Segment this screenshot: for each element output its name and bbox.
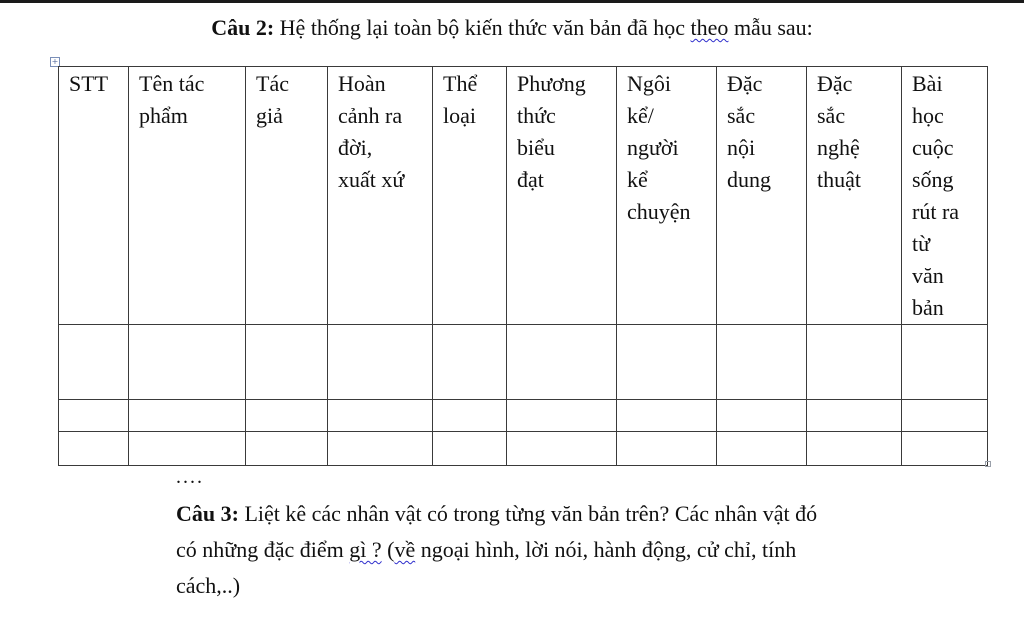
table-header-text: Tác: [256, 71, 289, 96]
table-header-text: Hoàn: [338, 71, 386, 96]
table-header-row: [59, 67, 988, 325]
question-3-line-1: [176, 496, 986, 532]
table-cell[interactable]: [328, 325, 433, 400]
question-3-paragraph: [176, 496, 986, 604]
table-header-text: đời,: [338, 135, 373, 160]
table-cell[interactable]: [59, 432, 129, 466]
table-header-text: Tên tác: [139, 71, 205, 96]
table-header-text: Đặc: [817, 71, 853, 96]
question-2-grammar-flag[interactable]: theo: [690, 15, 729, 40]
table-header-cell[interactable]: [807, 67, 902, 325]
table-cell[interactable]: [246, 325, 328, 400]
question-3-line-2: [176, 532, 986, 568]
table-cell[interactable]: [617, 432, 717, 466]
table-move-handle-icon[interactable]: +: [51, 57, 59, 66]
table-header-text: thức: [517, 103, 556, 128]
table-cell[interactable]: [507, 432, 617, 466]
table-header-text: xuất xứ: [338, 167, 405, 192]
table-cell[interactable]: [617, 325, 717, 400]
table-resize-handle-icon[interactable]: [985, 461, 991, 467]
question-2-text: Hệ thống lại toàn bộ kiến thức văn bản đã học: [274, 15, 691, 40]
table-header-text: phẩm: [139, 103, 188, 128]
question-3-grammar-flag[interactable]: về: [394, 537, 416, 562]
table-header-text: nghệ: [817, 135, 860, 160]
table-header-text: thuật: [817, 167, 861, 192]
table-cell[interactable]: [328, 432, 433, 466]
table-header-cell[interactable]: [129, 67, 246, 325]
table-cell[interactable]: [902, 400, 988, 432]
table-header-cell[interactable]: [328, 67, 433, 325]
table-header-text: Phương: [517, 71, 586, 96]
table-header-text: học: [912, 103, 944, 128]
table-cell[interactable]: [129, 325, 246, 400]
table-cell[interactable]: [717, 432, 807, 466]
top-border-line: [0, 0, 1024, 3]
table-header-text: kể: [627, 167, 648, 192]
table-row: [59, 432, 988, 466]
table-header-cell[interactable]: [246, 67, 328, 325]
table-cell[interactable]: [246, 432, 328, 466]
table-cell[interactable]: [328, 400, 433, 432]
table-cell[interactable]: [433, 325, 507, 400]
table-cell[interactable]: [902, 432, 988, 466]
table-header-text: Thể: [443, 71, 478, 96]
question-3-grammar-flag[interactable]: gì ?: [349, 537, 382, 562]
table-header-text: đạt: [517, 167, 544, 192]
table-cell[interactable]: [129, 400, 246, 432]
table-cell[interactable]: [507, 400, 617, 432]
table-cell[interactable]: [717, 400, 807, 432]
table-header-text: văn: [912, 263, 944, 288]
table-cell[interactable]: [59, 325, 129, 400]
table-cell[interactable]: [617, 400, 717, 432]
table-header-text: cuộc: [912, 135, 954, 160]
table-cell[interactable]: [59, 400, 129, 432]
table-header-text: kể/: [627, 103, 654, 128]
table-header-text: sắc: [817, 103, 846, 128]
table-header-text: cảnh ra: [338, 103, 403, 128]
table-header-cell[interactable]: [59, 67, 129, 325]
table-row: [59, 400, 988, 432]
table-header-text: giả: [256, 103, 283, 128]
table-cell[interactable]: [507, 325, 617, 400]
table-header-text: STT: [69, 71, 109, 96]
table-header-text: sắc: [727, 103, 756, 128]
question-2-heading: [0, 14, 1024, 42]
table-cell[interactable]: [717, 325, 807, 400]
question-3-text: có những đặc điểm: [176, 537, 350, 562]
question-3-text: ngoại hình, lời nói, hành động, cử chỉ, tính: [415, 537, 797, 562]
table-cell[interactable]: [807, 400, 902, 432]
table-header-cell[interactable]: [617, 67, 717, 325]
table-cell[interactable]: [433, 432, 507, 466]
table-header-text: Bài: [912, 71, 943, 96]
table-cell[interactable]: [246, 400, 328, 432]
table-cell[interactable]: [902, 325, 988, 400]
table-header-text: người: [627, 135, 679, 160]
table-header-cell[interactable]: [717, 67, 807, 325]
question-3-label: Câu 3:: [176, 501, 239, 526]
table-cell[interactable]: [807, 432, 902, 466]
table-cell[interactable]: [807, 325, 902, 400]
table-header-text: sống: [912, 167, 954, 192]
table-header-text: biểu: [517, 135, 555, 160]
table-header-cell[interactable]: [433, 67, 507, 325]
table-header-text: rút ra: [912, 199, 960, 224]
table-cell[interactable]: [433, 400, 507, 432]
table-row: [59, 325, 988, 400]
table-header-text: bản: [912, 295, 944, 320]
question-3-text: Liệt kê các nhân vật có trong từng văn bản trên? Các nhân vật đó: [238, 501, 818, 526]
table-header-cell[interactable]: [507, 67, 617, 325]
question-3-text: (: [381, 537, 395, 562]
question-2-label: Câu 2:: [211, 15, 275, 40]
question-3-line-3: cách,..): [176, 573, 241, 598]
table-header-text: loại: [443, 103, 476, 128]
table-cell[interactable]: [129, 432, 246, 466]
table-header-text: dung: [727, 167, 771, 192]
question-2-text-end: mẫu sau:: [728, 15, 813, 40]
table-header-text: nội: [727, 135, 756, 160]
table-header-text: Ngôi: [627, 71, 671, 96]
table-header-text: Đặc: [727, 71, 763, 96]
ellipsis: ....: [176, 466, 204, 488]
table-header-text: chuyện: [627, 199, 691, 224]
table-header-text: từ: [912, 231, 931, 256]
table-header-cell[interactable]: [902, 67, 988, 325]
knowledge-summary-table: [58, 66, 988, 466]
